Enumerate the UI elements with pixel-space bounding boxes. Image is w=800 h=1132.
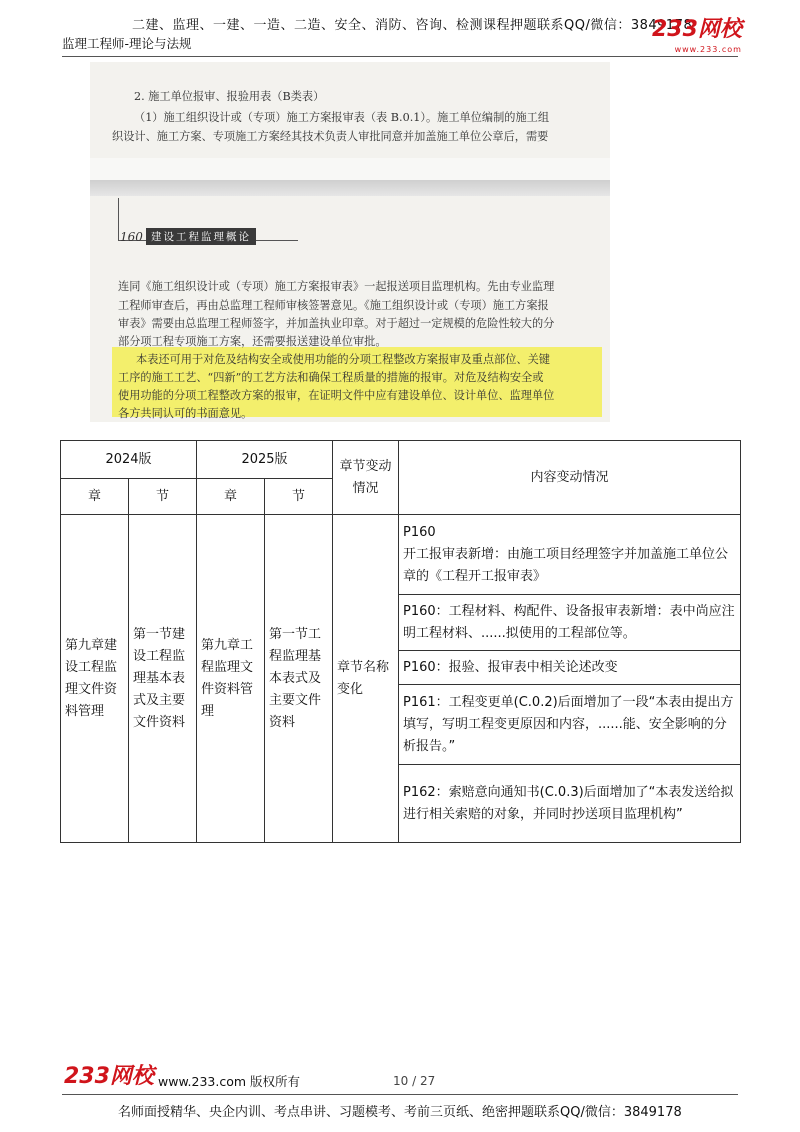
scan-para2-line-4: 各方共同认可的书面意见。	[118, 407, 253, 420]
change-table	[60, 440, 741, 843]
header-subject: 监理工程师-理论与法规	[62, 36, 192, 51]
diff-item-3: P160：报验、报审表中相关论述改变	[399, 651, 741, 685]
footer-rule	[62, 1094, 738, 1095]
scan-margin-line	[118, 198, 119, 240]
table-row	[61, 515, 741, 595]
header-2025: 2025版	[197, 441, 333, 479]
scan-para2-line-1: 本表还可用于对危及结构安全或使用功能的分项工程整改方案报审及重点部位、关键	[136, 353, 550, 366]
scan-line-2: （1）施工组织设计或（专项）施工方案报审表（表 B.0.1）。施工单位编制的施工组	[134, 111, 550, 124]
scan-para1-line-3: 审表》需要由总监理工程师签字，并加盖执业印章。对于超过一定规模的危险性较大的分	[118, 317, 555, 330]
scan-para2-line-2: 工序的施工工艺、“四新”的工艺方法和确保工程质量的措施的报审。对危及结构安全或	[118, 371, 544, 384]
scan-line-1: 2. 施工单位报审、报验用表（B类表）	[134, 90, 325, 103]
scan-para1-line-4: 部分项工程专项施工方案，还需要报送建设单位审批。	[118, 335, 387, 348]
diff-item-5: P162：索赔意向通知书(C.0.3)后面增加了“本表发送给拟进行相关索赔的对象，并同时抄送项目监理机构”	[399, 765, 741, 843]
book-scan-image	[90, 62, 610, 422]
cell-2024-section: 第一节建设工程监理基本表式及主要文件资料	[129, 515, 197, 843]
table-header-row-1	[61, 441, 741, 479]
header-promo: 二建、监理、一建、一造、二造、安全、消防、咨询、检测课程押题联系QQ/微信：3849178	[132, 18, 693, 33]
header-logo-text: 233网校	[652, 17, 742, 42]
header-2024-section: 节	[129, 479, 197, 515]
header-2025-chapter: 章	[197, 479, 265, 515]
scan-para2-line-3: 使用功能的分项工程整改方案的报审，在证明文件中应有建设单位、设计单位、监理单位	[118, 389, 555, 402]
header-rule	[62, 56, 738, 57]
header-2025-section: 节	[265, 479, 333, 515]
header-logo-sub: www.233.com	[674, 45, 742, 54]
diff-item-4: P161：工程变更单(C.0.2)后面增加了一段“本表由提出方填写，写明工程变更原因和内容，......能、安全影响的分 析报告。”	[399, 685, 741, 765]
page-number: 10 / 27	[393, 1074, 436, 1088]
scan-page-number: 160	[120, 230, 143, 244]
footer-promo: 名师面授精华、央企内训、考点串讲、习题模考、考前三页纸、绝密押题联系QQ/微信：3849178	[118, 1105, 682, 1120]
cell-chapter-change: 章节名称变化	[333, 515, 399, 843]
header-2024-chapter: 章	[61, 479, 129, 515]
scan-running-head: 建设工程监理概论	[146, 228, 256, 245]
header-chapter-change: 章节变动情况	[333, 441, 399, 515]
scan-para1-line-1: 连同《施工组织设计或（专项）施工方案报审表》一起报送项目监理机构。先由专业监理	[118, 280, 555, 293]
footer-site: www.233.com 版权所有	[158, 1074, 300, 1089]
scan-page-edge	[90, 180, 610, 196]
header-2024: 2024版	[61, 441, 197, 479]
scan-line-3: 织设计、施工方案、专项施工方案经其技术负责人审批同意并加盖施工单位公章后，需要	[112, 130, 549, 143]
header-content-change: 内容变动情况	[399, 441, 741, 515]
scan-page-gap	[90, 158, 610, 180]
scan-para1-line-2: 工程师审查后，再由总监理工程师审核签署意见。《施工组织设计或（专项）施工方案报	[118, 299, 549, 312]
footer-logo: 233网校	[64, 1064, 154, 1089]
cell-2024-chapter: 第九章建设工程监理文件资料管理	[61, 515, 129, 843]
diff-item-1: P160 开工报审表新增：由施工项目经理签字并加盖施工单位公章的《工程开工报审表》	[399, 515, 741, 595]
diff-item-2: P160：工程材料、构配件、设备报审表新增：表中尚应注明工程材料、......拟使用的工程部位等。	[399, 595, 741, 651]
cell-2025-chapter: 第九章工程监理文件资料管理	[197, 515, 265, 843]
cell-2025-section: 第一节工程监理基本表式及主要文件资料	[265, 515, 333, 843]
